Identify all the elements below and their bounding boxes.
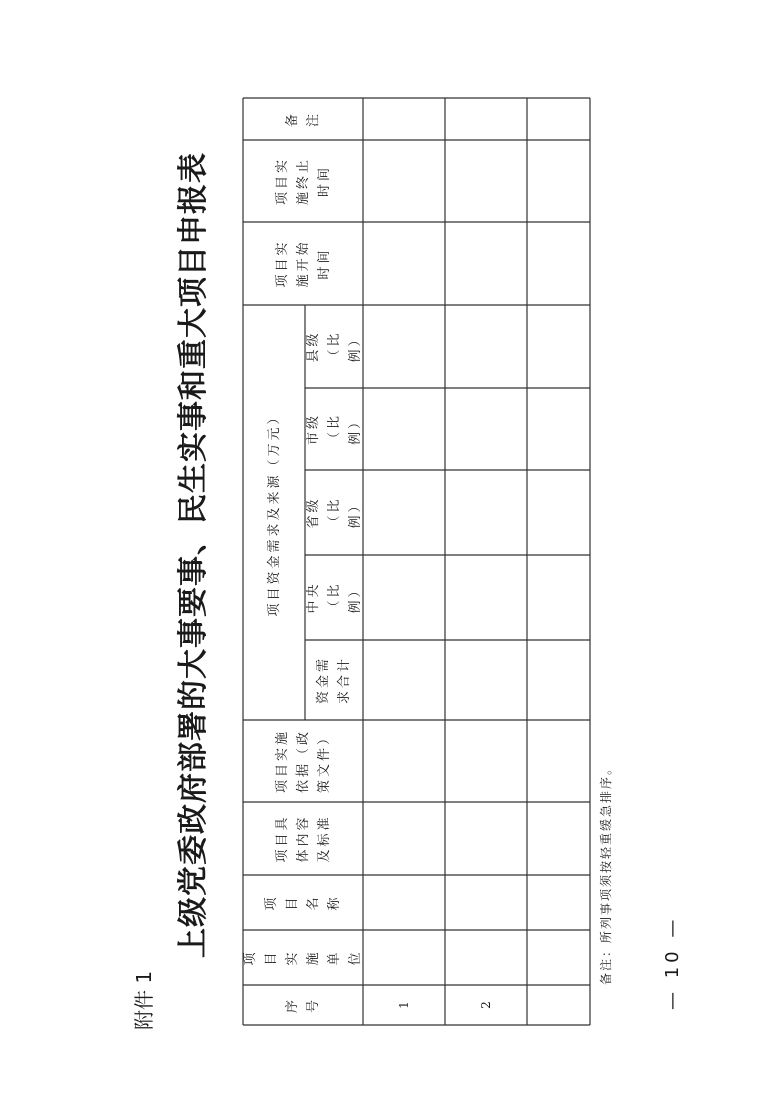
header-total: 资金需求合计 xyxy=(316,656,352,705)
header-provincial: 省级（比例） xyxy=(305,496,363,529)
header-funding-group: 项目资金需求及来源（万元） xyxy=(266,408,282,617)
header-content: 项目具体内容及标准 xyxy=(274,814,332,863)
header-basis: 项目实施依据（政策文件） xyxy=(274,729,332,794)
header-unit: 项目实施单位 xyxy=(243,949,363,966)
header-central: 中央（比例） xyxy=(305,581,363,614)
footnote: 备注：所列事项须按轻重缓急排序。 xyxy=(599,760,613,985)
header-municipal: 市级（比例） xyxy=(305,413,363,446)
header-seq: 序号 xyxy=(285,997,321,1014)
page-number: — 10 — xyxy=(662,915,683,1010)
header-county: 县级（比例） xyxy=(305,330,363,363)
table-row-seq xyxy=(527,985,590,1025)
form-title: 上级党委政府部署的大事要事、民生实事和重大项目申报表 xyxy=(176,152,211,958)
header-name: 项目名称 xyxy=(264,894,342,911)
header-remark: 备注 xyxy=(285,111,321,128)
table-row-seq: 2 xyxy=(478,1001,493,1009)
header-start-time: 项目实施开始时间 xyxy=(274,239,332,288)
table-row-seq: 1 xyxy=(396,1001,411,1009)
attachment-label: 附件 1 xyxy=(132,970,156,1030)
header-end-time: 项目实施终止时间 xyxy=(274,157,332,206)
